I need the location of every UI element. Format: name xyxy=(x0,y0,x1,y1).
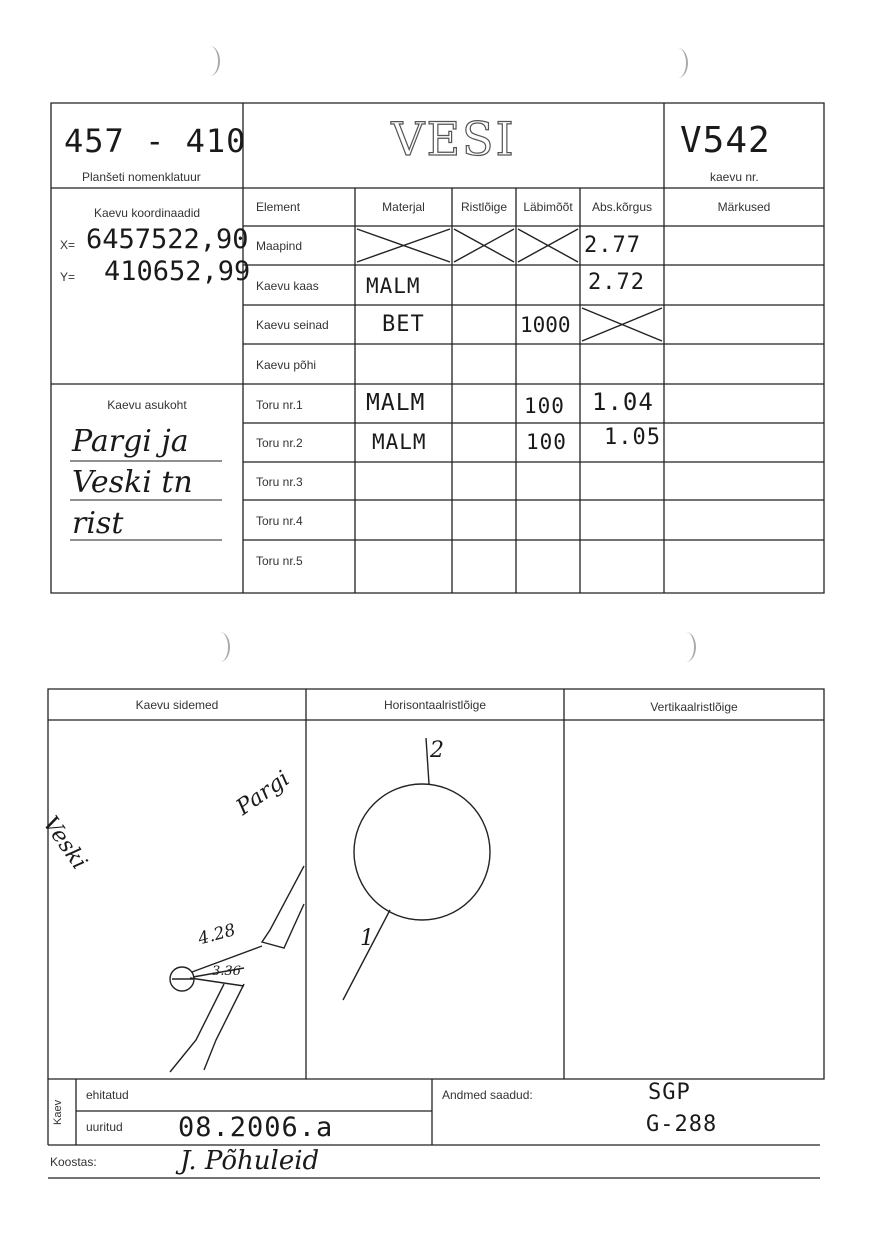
location-line-3: rist xyxy=(72,506,124,541)
x-coordinate-label: X= xyxy=(60,238,76,252)
koostas-label: Koostas: xyxy=(50,1155,97,1169)
well-number-value: V542 xyxy=(680,120,771,161)
plansheet-label: Planšeti nomenklatuur xyxy=(82,170,201,184)
row-element-label: Kaevu kaas xyxy=(256,279,319,293)
andmed-value-1: SGP xyxy=(648,1080,691,1105)
cell-abs-maapind: 2.77 xyxy=(584,233,641,258)
sketch-header-vertikaal: Vertikaalristlõige xyxy=(650,700,738,714)
pipe-1-label: 1 xyxy=(360,926,374,951)
page-title: VESI xyxy=(391,112,516,166)
street-label-veski: Veski xyxy=(37,812,92,875)
column-header-materjal: Materjal xyxy=(382,200,425,214)
location-line-1: Pargi ja xyxy=(72,424,189,459)
row-element-label: Maapind xyxy=(256,239,303,253)
column-header-abs-korgus: Abs.kõrgus xyxy=(591,200,653,214)
cell-labimoot-toru2: 100 xyxy=(526,430,567,454)
y-coordinate-label: Y= xyxy=(60,270,76,284)
location-label: Kaevu asukoht xyxy=(107,398,187,412)
cell-labimoot-toru1: 100 xyxy=(524,394,565,418)
cell-materjal-toru1: MALM xyxy=(366,390,426,416)
well-number-label: kaevu nr. xyxy=(710,170,759,184)
cell-materjal-kaas: MALM xyxy=(366,274,421,298)
dimension-label-1: 4.28 xyxy=(196,920,238,950)
location-line-2: Veski tn xyxy=(72,465,193,500)
row-element-label: Toru nr.1 xyxy=(256,398,303,412)
kaev-label: Kaev xyxy=(52,1099,64,1125)
sketch-header-horisontaal: Horisontaalristlõige xyxy=(383,698,487,712)
cell-abs-toru2: 1.05 xyxy=(604,425,661,450)
andmed-saadud-label: Andmed saadud: xyxy=(442,1088,533,1102)
coordinates-label: Kaevu koordinaadid xyxy=(93,206,201,220)
street-label-pargi: Pargi xyxy=(232,766,295,821)
row-element-label: Toru nr.2 xyxy=(256,436,303,450)
koostas-value: J. Põhuleid xyxy=(180,1146,320,1176)
column-header-element: Element xyxy=(256,200,301,214)
row-element-label: Toru nr.5 xyxy=(256,554,303,568)
y-coordinate-value: 410652,99 xyxy=(104,256,251,287)
cell-materjal-seinad: BET xyxy=(382,312,425,337)
andmed-value-2: G-288 xyxy=(646,1112,718,1137)
plansheet-value: 457 - 410 xyxy=(64,122,247,160)
x-coordinate-value: 6457522,90 xyxy=(86,224,249,255)
cell-labimoot-seinad: 1000 xyxy=(520,313,571,337)
column-header-labimoot: Läbimõõt xyxy=(523,200,573,214)
row-element-label: Toru nr.3 xyxy=(256,475,303,489)
cell-abs-kaas: 2.72 xyxy=(588,270,645,295)
column-header-ristloige: Ristlõige xyxy=(460,200,508,214)
cell-materjal-toru2: MALM xyxy=(372,430,427,454)
pipe-2-label: 2 xyxy=(430,738,444,763)
uuritud-value: 08.2006.a xyxy=(178,1112,334,1143)
dimension-label-2: 3.36 xyxy=(212,964,241,979)
ehitatud-label: ehitatud xyxy=(86,1088,129,1102)
sketch-header-kaevu-sidemed: Kaevu sidemed xyxy=(135,698,219,712)
uuritud-label: uuritud xyxy=(86,1120,123,1134)
row-element-label: Kaevu seinad xyxy=(256,318,329,332)
row-element-label: Kaevu põhi xyxy=(256,358,317,372)
row-element-label: Toru nr.4 xyxy=(256,514,303,528)
cell-abs-toru1: 1.04 xyxy=(592,388,654,416)
column-header-markused: Märkused xyxy=(717,200,771,214)
